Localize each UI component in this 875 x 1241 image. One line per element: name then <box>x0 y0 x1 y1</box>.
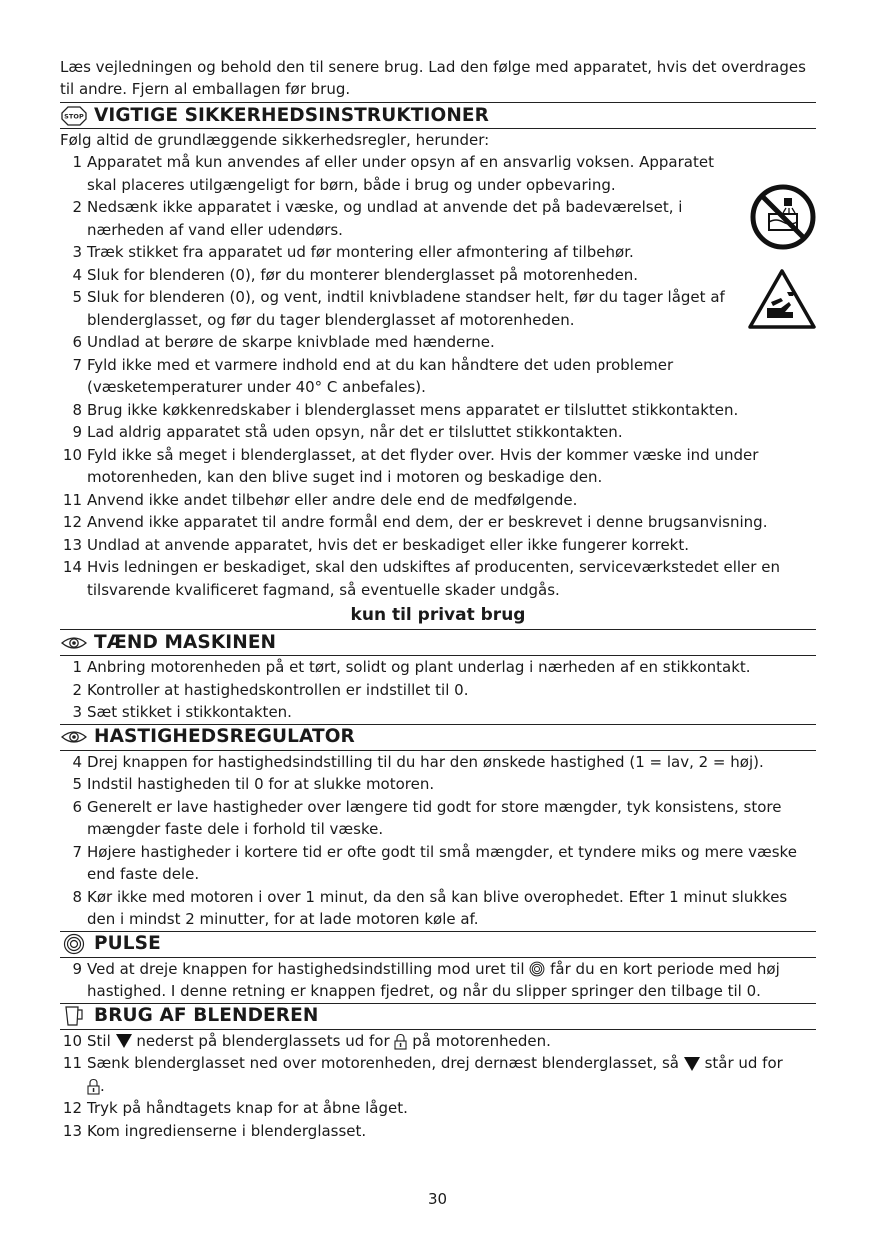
intro-text: Læs vejledningen og behold den til senere brug. Lad den følge med apparatet, hvis det overdrages til andre. Fjern al emballagen før brug. <box>60 58 806 98</box>
list-item: 4 Sluk for blenderen (0), før du monterer blenderglasset på motorenheden. <box>72 265 639 284</box>
jug-icon <box>60 1005 88 1027</box>
list-item: 13 Undlad at anvende apparatet, hvis det er beskadiget eller ikke fungerer korrekt. <box>62 535 690 554</box>
pulse-section-header <box>60 931 816 958</box>
list-item: 8 Kør ikke med motoren i over 1 minut, da den så kan blive overophedet. Efter 1 minut slukkes den i mindst 2 minutter, for at lade motoren køle af. <box>72 887 788 928</box>
list-item: 7 Fyld ikke med et varmere indhold end at du kan håndtere det uden problemer (væsketemperaturer under 40° C anbefales). <box>72 355 674 396</box>
power-on-title: TÆND MASKINEN <box>94 631 277 653</box>
safety-section-header <box>60 102 816 129</box>
list-item: 12 Anvend ikke apparatet til andre formål end dem, der er beskrevet i denne brugsanvisning. <box>62 513 768 531</box>
list-item: 3 Træk stikket fra apparatet ud før montering eller afmontering af tilbehør. <box>72 243 634 261</box>
lock-icon <box>394 1033 407 1050</box>
list-item: 2 Nedsænk ikke apparatet i væske, og undlad at anvende det på badeværelset, i nærheden af vand eller udendørs. <box>72 198 683 239</box>
private-use-note: kun til privat brug <box>350 605 526 625</box>
list-item: 10 Fyld ikke så meget i blenderglasset, at det flyder over. Hvis der kommer væske ind under motorenheden, kan den blive suget ind i motoren og beskadige den. <box>62 445 759 486</box>
list-item: 5 Sluk for blenderen (0), og vent, indtil knivbladene standser helt, før du tager låget af blenderglasset, og før du tager blenderglasset af motorenheden. <box>72 288 725 329</box>
speed-section-header <box>60 724 816 751</box>
list-item: 11 Sænk blenderglasset ned over motorenheden, drej dernæst blenderglasset, så står ud for . <box>62 1054 783 1095</box>
lock-icon <box>87 1078 100 1095</box>
pulse-icon <box>60 933 88 955</box>
list-item: 3 Sæt stikket i stikkontakten. <box>72 703 292 721</box>
safety-title: VIGTIGE SIKKERHEDSINSTRUKTIONER <box>94 104 489 126</box>
manual-page <box>60 56 816 1142</box>
pulse-icon <box>529 961 545 977</box>
list-item: 9 Lad aldrig apparatet stå uden opsyn, når det er tilsluttet stikkontakten. <box>72 423 623 441</box>
blade-hazard-warning-icon <box>747 268 817 334</box>
power-on-list <box>60 656 816 724</box>
list-item: 14 Hvis ledningen er beskadiget, skal den udskiftes af producenten, serviceværkstedet eller en tilsvarende kvalificeret fagmand, så eventuelle skader undgås. <box>62 558 780 599</box>
eye-icon <box>60 632 88 654</box>
list-item: 9 Ved at dreje knappen for hastighedsindstilling mod uret til får du en kort periode med høj hastighed. I denne retning er knappen fjedret, og når du slipper springer den tilbage til 0. <box>72 959 780 1000</box>
speed-title: HASTIGHEDSREGULATOR <box>94 726 355 747</box>
page-number: 30 <box>427 1190 448 1208</box>
blender-list <box>60 1030 816 1143</box>
no-water-warning-icon <box>750 184 816 254</box>
pulse-title: PULSE <box>94 933 161 954</box>
safety-list <box>60 151 816 601</box>
pulse-list <box>60 958 816 1003</box>
list-item: 8 Brug ikke køkkenredskaber i blenderglasset mens apparatet er tilsluttet stikkontakten. <box>72 400 739 419</box>
triangle-down-icon <box>684 1057 700 1071</box>
list-item: 10 Stil nederst på blenderglassets ud for på motorenheden. <box>62 1031 551 1050</box>
list-item: 12 Tryk på håndtagets knap for at åbne låget. <box>62 1099 408 1117</box>
stop-icon <box>60 105 88 127</box>
list-item: 13 Kom ingredienserne i blenderglasset. <box>62 1121 367 1140</box>
blender-title: BRUG AF BLENDEREN <box>94 1005 319 1026</box>
speed-list <box>60 751 816 931</box>
triangle-down-icon <box>116 1034 132 1048</box>
list-item: 2 Kontroller at hastighedskontrollen er indstillet til 0. <box>72 680 469 699</box>
list-item: 5 Indstil hastigheden til 0 for at slukke motoren. <box>72 775 435 793</box>
svg-text:STOP: STOP <box>64 112 84 120</box>
list-item: 4 Drej knappen for hastighedsindstilling til du har den ønskede hastighed (1 = lav, 2 = høj). <box>72 752 764 771</box>
list-item: 1 Anbring motorenheden på et tørt, solidt og plant underlag i nærheden af en stikkontakt. <box>72 658 751 676</box>
safety-lead: Følg altid de grundlæggende sikkerhedsregler, herunder: <box>60 131 490 149</box>
list-item: 7 Højere hastigheder i kortere tid er ofte godt til små mængder, et tyndere miks og mere væske end faste dele. <box>72 842 797 883</box>
list-item: 11 Anvend ikke andet tilbehør eller andre dele end de medfølgende. <box>62 490 578 509</box>
power-on-section-header <box>60 629 816 656</box>
eye-icon <box>60 726 88 748</box>
list-item: 6 Generelt er lave hastigheder over længere tid godt for store mængder, tyk konsistens, store mængder faste dele i forhold til væske. <box>72 797 782 838</box>
list-item: 6 Undlad at berøre de skarpe knivblade med hænderne. <box>72 333 495 351</box>
list-item: 1 Apparatet må kun anvendes af eller under opsyn af en ansvarlig voksen. Apparatet skal placeres utilgængeligt for børn, både i brug og under opbevaring. <box>72 153 714 194</box>
blender-section-header <box>60 1003 816 1030</box>
